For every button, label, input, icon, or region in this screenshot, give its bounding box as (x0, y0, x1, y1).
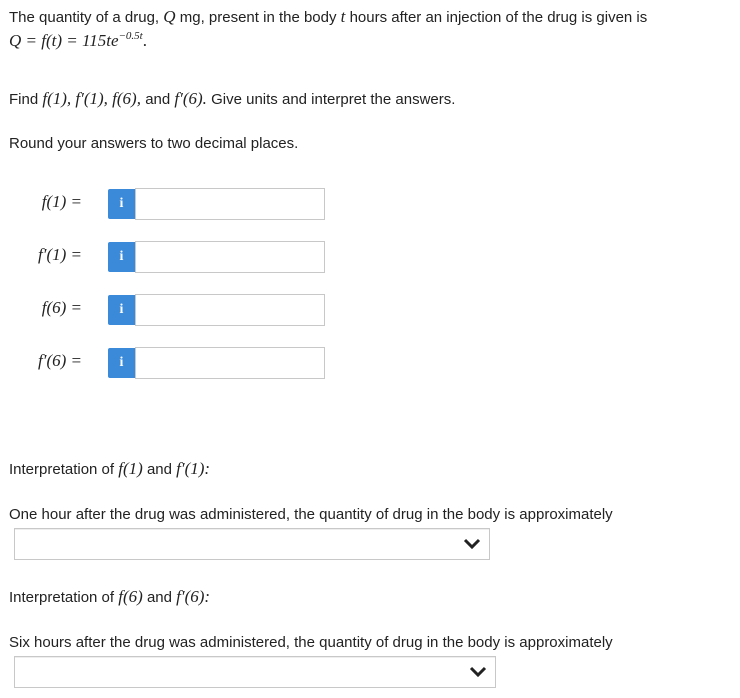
info-icon[interactable]: i (108, 295, 135, 325)
interpretation-heading-2: Interpretation of f(6) and f′(6): (9, 587, 211, 606)
answer-label: f(6) = (41, 298, 82, 317)
problem-statement: The quantity of a drug, Q mg, present in the body t hours after an injection of the drug is given is (9, 7, 648, 26)
answer-input-fprime6[interactable] (135, 347, 325, 379)
task-instruction: Find f(1), f′(1), f(6), and f′(6). Give units and interpret the answers. (9, 89, 456, 108)
answer-label: f′(6) = (38, 351, 82, 370)
chevron-down-icon (463, 537, 481, 551)
answer-label: f′(1) = (38, 245, 82, 264)
interpretation-heading-1: Interpretation of f(1) and f′(1): (9, 459, 211, 478)
formula: $Q = f(t) = 115te^{-0.5t}$. (9, 30, 147, 50)
interpretation-dropdown-1[interactable] (14, 528, 490, 560)
chevron-down-icon (469, 665, 487, 679)
var-q: Q (163, 7, 176, 26)
interpretation-sentence-1: One hour after the drug was administered, the quantity of drug in the body is approximately (9, 506, 613, 523)
interpretation-sentence-2: Six hours after the drug was administered, the quantity of drug in the body is approximately (9, 634, 613, 651)
info-icon[interactable]: i (108, 242, 135, 272)
var-t: t (340, 7, 346, 26)
info-icon[interactable]: i (108, 189, 135, 219)
answer-input-f1[interactable] (135, 188, 325, 220)
answer-input-f6[interactable] (135, 294, 325, 326)
answer-label: f(1) = (41, 192, 82, 211)
answer-input-fprime1[interactable] (135, 241, 325, 273)
info-icon[interactable]: i (108, 348, 135, 378)
rounding-note: Round your answers to two decimal places. (9, 135, 299, 152)
interpretation-dropdown-2[interactable] (14, 656, 496, 688)
